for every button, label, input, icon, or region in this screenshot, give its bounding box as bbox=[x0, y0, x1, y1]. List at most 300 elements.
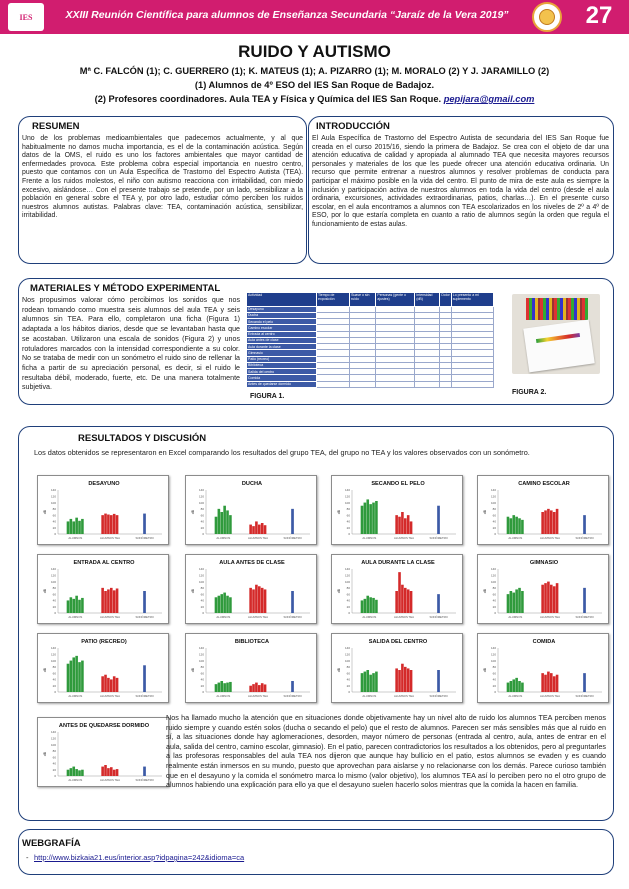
chart-title: SECANDO EL PELO bbox=[371, 481, 425, 487]
bar-alumnos bbox=[75, 518, 78, 534]
y-tick-label: 80 bbox=[492, 507, 496, 512]
y-tick-label: 100 bbox=[50, 658, 56, 663]
x-tick-label: ALUMNOS bbox=[68, 615, 83, 619]
bar-alumnos bbox=[507, 594, 510, 613]
bar-alumnos bbox=[226, 596, 229, 613]
y-tick-label: 140 bbox=[344, 488, 350, 493]
x-tick-label: ALUMNOS TEA bbox=[100, 536, 120, 540]
y-tick-label: 0 bbox=[202, 690, 204, 695]
bar-alumnos-tea bbox=[104, 675, 107, 692]
bar-alumnos-tea bbox=[101, 676, 104, 692]
bar-alumnos bbox=[510, 518, 513, 534]
poster-title: RUIDO Y AUTISMO bbox=[238, 42, 391, 61]
sound-scale-paper bbox=[523, 320, 594, 373]
y-tick-label: 100 bbox=[198, 579, 204, 584]
y-tick-label: 40 bbox=[346, 519, 350, 524]
y-tick-label: 60 bbox=[346, 671, 350, 676]
bar-alumnos-tea bbox=[556, 675, 559, 692]
chart-title: COMIDA bbox=[532, 639, 556, 645]
y-axis-label: dB bbox=[43, 509, 47, 515]
y-tick-label: 0 bbox=[494, 690, 496, 695]
figure1-header-cell: Tiempo de exposición bbox=[317, 293, 350, 307]
bar-alumnos bbox=[215, 597, 218, 613]
figure1-table-header-row bbox=[247, 293, 494, 307]
figure1-row-label: Desayuno bbox=[247, 306, 317, 312]
bar-alumnos-tea bbox=[252, 684, 255, 692]
resumen-text: Uno de los problemas medioambientales que padecemos actualmente, y al que habitualmente no damos mucha importancia, es el de la contaminación acústica. Según datos de la OMS, el ruido es uno los factores ambientales que mayor cantidad de enfermedades provoca. Este problema cobra especial importancia en nuestro centro, puesto que contamos con un Aula Específica de Trastorno del Espectro Autista (TEA). Frente a los ruidos molestos, el niño con autismo reacciona con irritabilidad, con miedo excesivo, aislándose… Con el presente trabajo se pretende, por un lado, sensibilizar a la población en general sobre el TEA y, por otro lado, estudiar cómo perciben los ruidos nuestros alumnos autistas. Palabras clave: TEA, contaminación acústica, sensibilizar, irritabilidad. bbox=[22, 135, 303, 220]
resultados-title: RESULTADOS Y DISCUSIÓN bbox=[78, 433, 207, 444]
bar-alumnos bbox=[229, 515, 232, 534]
bar-alumnos-tea bbox=[249, 686, 252, 692]
y-axis-label: dB bbox=[483, 509, 487, 515]
bar-son-metro bbox=[291, 509, 294, 534]
bar-alumnos bbox=[223, 506, 226, 534]
bar-alumnos-tea bbox=[407, 589, 410, 613]
x-tick-label: ALUMNOS bbox=[68, 536, 83, 540]
bar-alumnos bbox=[515, 678, 518, 692]
bar-alumnos-tea bbox=[116, 678, 119, 692]
x-tick-label: SONÓMETRO bbox=[575, 536, 594, 540]
y-tick-label: 140 bbox=[198, 488, 204, 493]
chart-svg bbox=[186, 555, 318, 625]
chart-svg bbox=[478, 634, 610, 704]
bar-alumnos-tea bbox=[261, 588, 264, 613]
bar-alumnos bbox=[220, 594, 223, 613]
resumen-title: RESUMEN bbox=[32, 121, 80, 132]
bar-alumnos-tea bbox=[407, 515, 410, 534]
y-axis-label: dB bbox=[191, 509, 195, 515]
bar-alumnos bbox=[81, 519, 84, 534]
webgrafia-title: WEBGRAFÍA bbox=[22, 838, 81, 849]
chart-entrada-al-centro bbox=[37, 554, 169, 624]
figure1-row-label: Camino escolar bbox=[247, 325, 317, 331]
x-tick-label: ALUMNOS TEA bbox=[100, 615, 120, 619]
y-tick-label: 60 bbox=[52, 513, 56, 518]
x-tick-label: ALUMNOS bbox=[68, 694, 83, 698]
bar-alumnos-tea bbox=[410, 670, 413, 692]
y-tick-label: 20 bbox=[52, 683, 56, 688]
bar-alumnos bbox=[366, 596, 369, 613]
bar-alumnos-tea bbox=[255, 683, 258, 692]
bar-alumnos-tea bbox=[258, 525, 261, 534]
figure1-table bbox=[246, 292, 494, 388]
bar-alumnos-tea bbox=[544, 510, 547, 534]
y-tick-label: 120 bbox=[198, 573, 204, 578]
y-tick-label: 100 bbox=[490, 658, 496, 663]
y-tick-label: 80 bbox=[492, 665, 496, 670]
x-tick-label: ALUMNOS bbox=[362, 536, 377, 540]
x-tick-label: ALUMNOS bbox=[216, 536, 231, 540]
bar-alumnos-tea bbox=[398, 517, 401, 534]
bar-alumnos bbox=[512, 593, 515, 613]
header-bar bbox=[0, 0, 629, 34]
bar-alumnos bbox=[70, 519, 73, 534]
y-tick-label: 20 bbox=[52, 767, 56, 772]
y-axis-label: dB bbox=[483, 588, 487, 594]
bar-alumnos bbox=[518, 681, 521, 692]
bar-alumnos bbox=[72, 521, 75, 534]
bar-alumnos bbox=[226, 510, 229, 534]
bar-alumnos-tea bbox=[550, 585, 553, 613]
y-tick-label: 20 bbox=[346, 604, 350, 609]
bar-alumnos bbox=[78, 662, 81, 692]
bar-son-metro bbox=[437, 670, 440, 692]
bar-alumnos bbox=[521, 683, 524, 692]
bar-alumnos bbox=[70, 768, 73, 776]
y-tick-label: 0 bbox=[202, 532, 204, 537]
chart-aula-durante-la-clase bbox=[331, 554, 463, 624]
y-tick-label: 0 bbox=[348, 611, 350, 616]
figure1-row-label: Aula antes de clase bbox=[247, 337, 317, 343]
bar-alumnos bbox=[521, 520, 524, 534]
y-tick-label: 20 bbox=[492, 683, 496, 688]
y-tick-label: 40 bbox=[492, 598, 496, 603]
bar-alumnos bbox=[72, 767, 75, 776]
bar-son-metro bbox=[583, 515, 586, 534]
bar-alumnos bbox=[515, 517, 518, 534]
materiales-text: Nos propusimos valorar cómo percibimos los sonidos que nos rodean tomando como muestra seis alumnos del aula TEA y seis alumnos sin TEA. Para ello, completaron una ficha (Figura 1) adaptada a los hábitos diarios, desde que se levantaban hasta que se acostaban. Utilizaron una escala de sonidos (Figura 2) y unos rotuladores marcados con la intensidad correspondiente a su color. No se trataba de medir con un sonómetro el ruido sino de rellenar la ficha a partir de su apreciación personal, es decir, si el ruido le resultaba débil, moderado, fuerte, etc. De una manera totalmente subjetiva. bbox=[22, 296, 240, 392]
authors-line-2: (1) Alumnos de 4º ESO del IES San Roque de Badajoz. bbox=[194, 80, 435, 90]
x-tick-label: ALUMNOS bbox=[508, 615, 523, 619]
x-tick-label: ALUMNOS TEA bbox=[394, 694, 414, 698]
figure1-header-cell: Personas (gente o ajustes) bbox=[376, 293, 415, 307]
y-tick-label: 100 bbox=[50, 500, 56, 505]
x-tick-label: SONÓMETRO bbox=[135, 536, 154, 540]
authors-block bbox=[0, 64, 629, 106]
y-tick-label: 80 bbox=[492, 586, 496, 591]
chart-title: SALIDA DEL CENTRO bbox=[368, 639, 428, 645]
y-tick-label: 0 bbox=[494, 532, 496, 537]
y-tick-label: 60 bbox=[492, 513, 496, 518]
bar-alumnos-tea bbox=[110, 588, 113, 613]
bar-alumnos-tea bbox=[261, 683, 264, 692]
bar-son-metro bbox=[143, 767, 146, 776]
y-tick-label: 20 bbox=[200, 604, 204, 609]
figure1-row-label: Entrada al centro bbox=[247, 331, 317, 337]
bar-alumnos bbox=[218, 509, 221, 534]
figure1-empty-cell bbox=[440, 381, 451, 387]
bar-alumnos-tea bbox=[395, 515, 398, 534]
y-tick-label: 0 bbox=[54, 774, 56, 779]
bar-alumnos bbox=[218, 596, 221, 613]
y-tick-label: 40 bbox=[52, 598, 56, 603]
chart-title: DUCHA bbox=[241, 481, 263, 487]
bar-alumnos-tea bbox=[258, 685, 261, 692]
bar-alumnos bbox=[518, 518, 521, 534]
bar-alumnos-tea bbox=[110, 679, 113, 692]
bar-alumnos-tea bbox=[264, 684, 267, 692]
y-tick-label: 120 bbox=[50, 494, 56, 499]
bar-alumnos-tea bbox=[113, 770, 116, 776]
bar-son-metro bbox=[583, 673, 586, 692]
bar-alumnos-tea bbox=[252, 526, 255, 534]
materiales-title: MATERIALES Y MÉTODO EXPERIMENTAL bbox=[30, 283, 221, 294]
authors-line-3-text: (2) Profesores coordinadores. Aula TEA y Física y Química del IES San Roque. bbox=[94, 94, 442, 104]
figure1-row-label: Ducha bbox=[247, 312, 317, 318]
bar-alumnos-tea bbox=[252, 589, 255, 613]
chart-svg bbox=[186, 634, 318, 704]
bar-alumnos-tea bbox=[107, 515, 110, 534]
bar-alumnos bbox=[372, 673, 375, 692]
bar-alumnos-tea bbox=[110, 515, 113, 534]
bar-alumnos bbox=[75, 656, 78, 692]
bar-alumnos-tea bbox=[401, 512, 404, 534]
bar-alumnos-tea bbox=[113, 676, 116, 692]
bar-alumnos-tea bbox=[398, 572, 401, 613]
bar-alumnos-tea bbox=[261, 523, 264, 534]
y-tick-label: 120 bbox=[490, 494, 496, 499]
chart-aula-antes-de-clase bbox=[185, 554, 317, 624]
bar-alumnos bbox=[507, 683, 510, 692]
y-axis-label: dB bbox=[43, 667, 47, 673]
y-tick-label: 60 bbox=[200, 592, 204, 597]
bar-alumnos-tea bbox=[550, 510, 553, 534]
resultados-intro: Los datos obtenidos se representaron en Excel comparando los resultados del grupo TEA, del grupo no TEA y los valores observados con un sonómetro. bbox=[34, 448, 530, 457]
y-tick-label: 100 bbox=[50, 742, 56, 747]
y-tick-label: 40 bbox=[492, 519, 496, 524]
chart-svg bbox=[38, 634, 170, 704]
webgrafia-link[interactable]: http://www.bizkaia21.eus/interior.asp?idpagina=242&idioma=ca bbox=[34, 853, 245, 862]
bar-alumnos-tea bbox=[401, 664, 404, 692]
chart-salida-del-centro bbox=[331, 633, 463, 703]
chart-svg bbox=[332, 476, 464, 546]
x-tick-label: SONÓMETRO bbox=[429, 615, 448, 619]
figure1-row-label: Comida bbox=[247, 375, 317, 381]
bar-alumnos-tea bbox=[255, 585, 258, 613]
x-tick-label: SONÓMETRO bbox=[135, 778, 154, 782]
bar-son-metro bbox=[583, 588, 586, 613]
bar-alumnos-tea bbox=[395, 668, 398, 692]
y-tick-label: 60 bbox=[52, 592, 56, 597]
bar-alumnos bbox=[81, 770, 84, 776]
y-tick-label: 0 bbox=[54, 532, 56, 537]
figure1-empty-cell bbox=[317, 381, 350, 387]
bar-alumnos-tea bbox=[541, 585, 544, 613]
bar-alumnos bbox=[223, 593, 226, 613]
x-tick-label: ALUMNOS bbox=[216, 694, 231, 698]
y-tick-label: 40 bbox=[52, 677, 56, 682]
bar-alumnos bbox=[220, 681, 223, 692]
y-tick-label: 140 bbox=[490, 646, 496, 651]
x-tick-label: ALUMNOS TEA bbox=[100, 694, 120, 698]
y-tick-label: 120 bbox=[490, 573, 496, 578]
y-tick-label: 0 bbox=[54, 690, 56, 695]
introduccion-text: El Aula Específica de Trastorno del Espectro Autista de secundaria del IES San Roque fue creada en el curso 2015/16, siendo la primera de Badajoz. Se crea con el objeto de dar una atención educativa de calidad y apropiada al alumnado TEA que necesita mayores recursos personales y materiales de los que les puede ofrecer una atención educativa ordinaria. Un recurso que permite entrenar a nuestros alumnos y resolver problemas de conducta para participar el máximo posible en la vida del centro. El punto de mira de este aula es siempre la inclusión y participación activa de nuestros alumnos en toda la vida del centro (desde el aula ordinaria, excursiones, actividades extraordinarias, patios, charlas…). En el presente curso escolar, en el aula encontramos a alumnos con TEA escolarizados en los niveles de 2º a 4º de ESO, por lo que estaría completa en cuanto a ratio de alumnos según la orden que regula el funcionamiento de estas aulas. bbox=[312, 135, 609, 228]
bar-alumnos-tea bbox=[116, 769, 119, 776]
bar-alumnos-tea bbox=[556, 509, 559, 534]
bar-alumnos-tea bbox=[544, 583, 547, 613]
chart-title: CAMINO ESCOLAR bbox=[518, 481, 570, 487]
y-axis-label: dB bbox=[337, 588, 341, 594]
figure1-header-cell: Lo presento a mi suplemento bbox=[451, 293, 493, 307]
bar-alumnos bbox=[218, 683, 221, 692]
figure1-row-label: Antes de quedarse dormido bbox=[247, 381, 317, 387]
bar-alumnos-tea bbox=[258, 586, 261, 613]
chart-title: BIBLIOTECA bbox=[234, 639, 270, 645]
y-tick-label: 20 bbox=[492, 525, 496, 530]
y-axis-label: dB bbox=[337, 667, 341, 673]
bar-alumnos bbox=[515, 589, 518, 613]
figure1-empty-cell bbox=[415, 381, 440, 387]
y-tick-label: 60 bbox=[346, 592, 350, 597]
y-tick-label: 140 bbox=[344, 567, 350, 572]
figure1-empty-cell bbox=[451, 381, 493, 387]
bar-alumnos-tea bbox=[249, 588, 252, 613]
figure2-label: FIGURA 2. bbox=[512, 389, 547, 396]
figure1-row-label: Salida del centro bbox=[247, 369, 317, 375]
bar-alumnos-tea bbox=[101, 767, 104, 776]
bar-alumnos-tea bbox=[404, 518, 407, 534]
y-tick-label: 100 bbox=[344, 658, 350, 663]
x-tick-label: ALUMNOS TEA bbox=[248, 536, 268, 540]
page-number: 27 bbox=[585, 2, 613, 29]
bar-alumnos-tea bbox=[264, 525, 267, 534]
chart-svg bbox=[186, 476, 318, 546]
y-tick-label: 60 bbox=[200, 671, 204, 676]
bar-alumnos-tea bbox=[110, 767, 113, 776]
x-tick-label: ALUMNOS TEA bbox=[394, 536, 414, 540]
bar-alumnos bbox=[67, 521, 70, 534]
y-tick-label: 40 bbox=[492, 677, 496, 682]
figure1-header-cell: Intensidad (dB) bbox=[415, 293, 440, 307]
chart-patio-recreo- bbox=[37, 633, 169, 703]
y-tick-label: 0 bbox=[202, 611, 204, 616]
bar-alumnos-tea bbox=[255, 521, 258, 534]
y-tick-label: 140 bbox=[50, 488, 56, 493]
bar-alumnos bbox=[229, 597, 232, 613]
figure2-photo bbox=[512, 294, 600, 374]
bar-alumnos-tea bbox=[401, 585, 404, 613]
bar-son-metro bbox=[143, 665, 146, 692]
bar-alumnos-tea bbox=[407, 668, 410, 692]
y-tick-label: 100 bbox=[198, 500, 204, 505]
bar-son-metro bbox=[437, 506, 440, 534]
bar-alumnos-tea bbox=[249, 525, 252, 534]
bar-son-metro bbox=[291, 681, 294, 692]
x-tick-label: ALUMNOS bbox=[362, 694, 377, 698]
y-tick-label: 120 bbox=[490, 652, 496, 657]
y-tick-label: 20 bbox=[492, 604, 496, 609]
bar-alumnos-tea bbox=[398, 670, 401, 692]
bar-alumnos bbox=[361, 506, 364, 534]
y-tick-label: 60 bbox=[200, 513, 204, 518]
bar-alumnos bbox=[372, 598, 375, 613]
y-tick-label: 80 bbox=[52, 665, 56, 670]
bar-alumnos bbox=[81, 598, 84, 613]
bar-alumnos-tea bbox=[264, 589, 267, 613]
bar-alumnos bbox=[364, 672, 367, 692]
y-axis-label: dB bbox=[191, 588, 195, 594]
webgrafia-box bbox=[18, 829, 614, 875]
figure1-row-label: Biblioteca bbox=[247, 362, 317, 368]
chart-ducha bbox=[185, 475, 317, 545]
figure1-row-label: Aula durante la clase bbox=[247, 344, 317, 350]
bar-alumnos bbox=[220, 512, 223, 534]
x-tick-label: ALUMNOS bbox=[362, 615, 377, 619]
y-tick-label: 20 bbox=[200, 683, 204, 688]
school-logo bbox=[8, 3, 44, 31]
y-tick-label: 100 bbox=[490, 500, 496, 505]
y-axis-label: dB bbox=[337, 509, 341, 515]
bar-alumnos-tea bbox=[553, 676, 556, 692]
bar-alumnos bbox=[510, 681, 513, 692]
y-tick-label: 20 bbox=[52, 604, 56, 609]
y-tick-label: 40 bbox=[200, 677, 204, 682]
chart-antes-de-quedarse-dormido bbox=[37, 717, 169, 787]
chart-comida bbox=[477, 633, 609, 703]
y-tick-label: 120 bbox=[344, 494, 350, 499]
bar-alumnos bbox=[215, 684, 218, 692]
x-tick-label: ALUMNOS TEA bbox=[248, 694, 268, 698]
y-tick-label: 140 bbox=[50, 646, 56, 651]
chart-title: ENTRADA AL CENTRO bbox=[73, 560, 135, 566]
bar-alumnos-tea bbox=[107, 678, 110, 692]
bar-alumnos-tea bbox=[550, 673, 553, 692]
bar-alumnos bbox=[72, 599, 75, 613]
chart-title: GIMNASIO bbox=[529, 560, 559, 566]
bar-alumnos-tea bbox=[541, 673, 544, 692]
y-tick-label: 80 bbox=[346, 586, 350, 591]
bar-alumnos bbox=[366, 499, 369, 534]
bar-alumnos bbox=[67, 600, 70, 613]
bar-alumnos-tea bbox=[410, 521, 413, 534]
chart-svg bbox=[38, 555, 170, 625]
y-tick-label: 120 bbox=[198, 494, 204, 499]
logo-text: IES bbox=[19, 12, 33, 22]
bar-alumnos bbox=[364, 599, 367, 613]
x-tick-label: ALUMNOS TEA bbox=[540, 536, 560, 540]
y-tick-label: 140 bbox=[198, 646, 204, 651]
bar-alumnos bbox=[67, 770, 70, 776]
chart-svg bbox=[38, 718, 170, 788]
y-tick-label: 140 bbox=[344, 646, 350, 651]
author-email-link[interactable]: pepijara@gmail.com bbox=[443, 94, 535, 104]
bar-alumnos-tea bbox=[395, 591, 398, 613]
y-tick-label: 120 bbox=[198, 652, 204, 657]
y-tick-label: 120 bbox=[50, 652, 56, 657]
bar-alumnos bbox=[507, 517, 510, 534]
y-tick-label: 40 bbox=[52, 761, 56, 766]
y-tick-label: 100 bbox=[198, 658, 204, 663]
chart-title: AULA DURANTE LA CLASE bbox=[361, 560, 435, 566]
y-tick-label: 140 bbox=[198, 567, 204, 572]
y-tick-label: 0 bbox=[54, 611, 56, 616]
bar-alumnos-tea bbox=[541, 512, 544, 534]
y-tick-label: 80 bbox=[200, 586, 204, 591]
bar-alumnos bbox=[361, 600, 364, 613]
y-tick-label: 60 bbox=[52, 671, 56, 676]
y-tick-label: 80 bbox=[346, 507, 350, 512]
bar-son-metro bbox=[437, 594, 440, 613]
bar-alumnos bbox=[364, 503, 367, 534]
y-tick-label: 120 bbox=[344, 652, 350, 657]
y-tick-label: 120 bbox=[50, 573, 56, 578]
x-tick-label: SONÓMETRO bbox=[283, 615, 302, 619]
bar-alumnos bbox=[75, 596, 78, 613]
bar-alumnos bbox=[70, 597, 73, 613]
bar-alumnos bbox=[226, 683, 229, 692]
bar-alumnos-tea bbox=[553, 586, 556, 613]
x-tick-label: SONÓMETRO bbox=[429, 694, 448, 698]
y-tick-label: 60 bbox=[492, 671, 496, 676]
y-tick-label: 140 bbox=[50, 730, 56, 735]
x-tick-label: ALUMNOS TEA bbox=[248, 615, 268, 619]
y-tick-label: 60 bbox=[52, 755, 56, 760]
x-tick-label: SONÓMETRO bbox=[575, 615, 594, 619]
y-tick-label: 40 bbox=[200, 519, 204, 524]
x-tick-label: ALUMNOS TEA bbox=[394, 615, 414, 619]
bar-son-metro bbox=[291, 591, 294, 613]
